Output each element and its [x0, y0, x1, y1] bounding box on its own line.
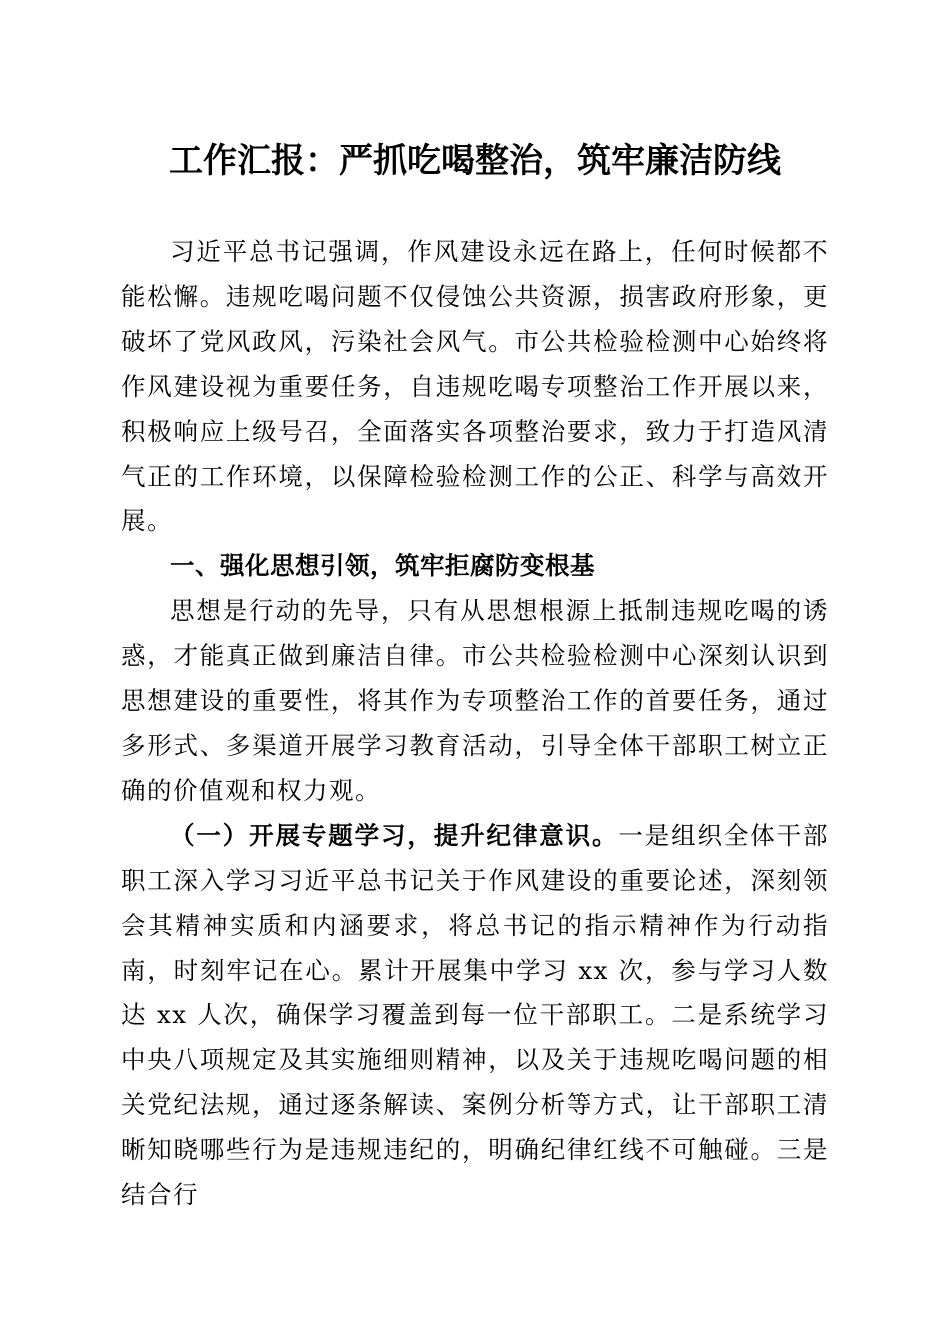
document-body — [121, 230, 829, 1218]
section-heading: 一、强化思想引领，筑牢拒腐防变根基 — [170, 551, 595, 581]
section-paragraph: 思想是行动的先导，只有从思想根源上抵制违规吃喝的诱惑，才能真正做到廉洁自律。市公共检验检测中心深刻认识到思想建设的重要性，将其作为专项整治工作的首要任务，通过多形式、多渠道开展学习教育活动，引导全体干部职工树立正确的价值观和权力观。 — [121, 596, 829, 805]
subsection-lead: （一）开展专题学习，提升纪律意识。 — [170, 820, 619, 850]
intro-paragraph: 习近平总书记强调，作风建设永远在路上，任何时候都不能松懈。违规吃喝问题不仅侵蚀公共资源，损害政府形象，更破坏了党风政风，污染社会风气。市公共检验检测中心始终将作风建设视为重要任务，自违规吃喝专项整治工作开展以来，积极响应上级号召，全面落实各项整治要求，致力于打造风清气正的工作环境，以保障检验检测工作的公正、科学与高效开展。 — [121, 237, 829, 536]
document-title: 工作汇报：严抓吃喝整治，筑牢廉洁防线 — [169, 141, 781, 181]
subsection-paragraph — [121, 814, 829, 1218]
subsection-text: 一是组织全体干部职工深入学习习近平总书记关于作风建设的重要论述，深刻领会其精神实质和内涵要求，将总书记的指示精神作为行动指南，时刻牢记在心。累计开展集中学习 xx 次，参与学习人数达 xx 人次，确保学习覆盖到每一位干部职工。二是系统学习中央八项规定及其实施细则精神，以及关于违规吃喝问题的相关党纪法规，通过逐条解读、案例分析等方式，让干部职工清晰知晓哪些行为是违规违纪的，明确纪律红线不可触碰。三是结合行 — [121, 820, 829, 1210]
